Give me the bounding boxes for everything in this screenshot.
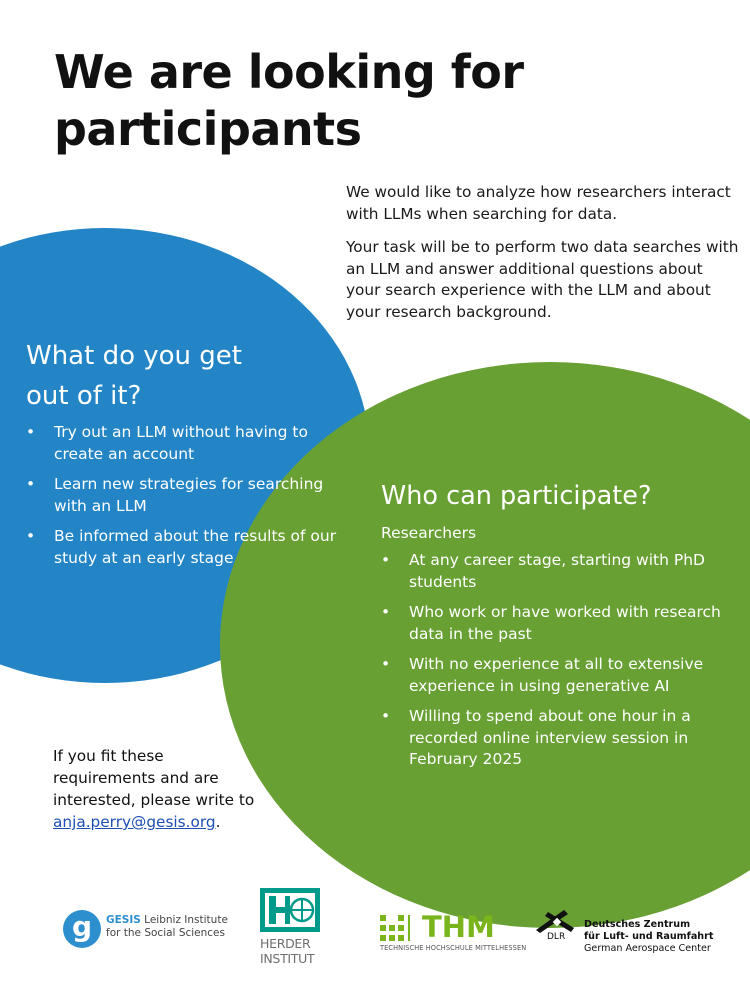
intro-paragraph-1: We would like to analyze how researchers interact with LLMs when searching for data. bbox=[346, 183, 731, 223]
gesis-line-1: Leibniz Institute bbox=[144, 914, 228, 926]
herder-logo bbox=[260, 888, 324, 974]
contact-text bbox=[53, 745, 268, 833]
dlr-line-3: German Aerospace Center bbox=[584, 943, 711, 954]
contact-email-link[interactable]: anja.perry@gesis.org bbox=[53, 813, 216, 831]
dlr-line-2: für Luft- und Raumfahrt bbox=[584, 931, 714, 942]
benefit-item: • Try out an LLM without having to create an account bbox=[26, 422, 361, 465]
benefit-item: • Be informed about the results of our study at an early stage bbox=[26, 526, 361, 569]
dlr-logo bbox=[534, 908, 734, 958]
gesis-logo-icon: g bbox=[63, 910, 101, 948]
dlr-line-1: Deutsches Zentrum bbox=[584, 919, 691, 930]
eligibility-item: • Willing to spend about one hour in a recorded online interview session in February 2025 bbox=[381, 706, 741, 771]
eligibility-subheading: Researchers bbox=[381, 524, 477, 542]
eligibility-item: • At any career stage, starting with PhD students bbox=[381, 550, 741, 593]
gesis-logo-text bbox=[106, 914, 236, 940]
herder-logo-text bbox=[260, 936, 324, 966]
dlr-logo-text bbox=[584, 919, 734, 955]
herder-line-2: INSTITUT bbox=[260, 951, 315, 966]
dlr-logo-icon bbox=[534, 908, 580, 934]
benefits-list bbox=[26, 422, 361, 569]
eligibility-list bbox=[381, 550, 741, 771]
herder-logo-icon bbox=[260, 888, 320, 932]
gesis-brand-name: GESIS bbox=[106, 914, 141, 926]
thm-grid-icon bbox=[380, 915, 414, 941]
benefits-section bbox=[26, 336, 361, 578]
eligibility-item: • Who work or have worked with research data in the past bbox=[381, 602, 741, 645]
intro-paragraph-2: Your task will be to perform two data searches with an LLM and answer additional questions about your search experience with the LLM and about your research background. bbox=[346, 238, 739, 321]
benefit-item: • Learn new strategies for searching with an LLM bbox=[26, 474, 361, 517]
thm-logo bbox=[380, 910, 527, 956]
eligibility-section bbox=[381, 478, 741, 780]
gesis-logo bbox=[63, 908, 233, 950]
eligibility-item: • With no experience at all to extensive experience in using generative AI bbox=[381, 654, 741, 697]
dlr-letters: DLR bbox=[547, 932, 566, 942]
thm-logo-name: THM bbox=[422, 910, 495, 944]
flyer-title: We are looking for participants bbox=[54, 45, 524, 156]
herder-line-1: HERDER bbox=[260, 936, 311, 951]
contact-prefix: If you fit these requirements and are interested, please write to bbox=[53, 747, 255, 809]
eligibility-heading: Who can participate? bbox=[381, 481, 652, 511]
thm-logo-subtitle: TECHNISCHE HOCHSCHULE MITTELHESSEN bbox=[380, 944, 527, 952]
intro-text bbox=[346, 182, 741, 335]
benefits-heading: What do you get out of it? bbox=[26, 341, 242, 411]
gesis-line-2: for the Social Sciences bbox=[106, 927, 225, 939]
contact-suffix: . bbox=[215, 813, 221, 831]
